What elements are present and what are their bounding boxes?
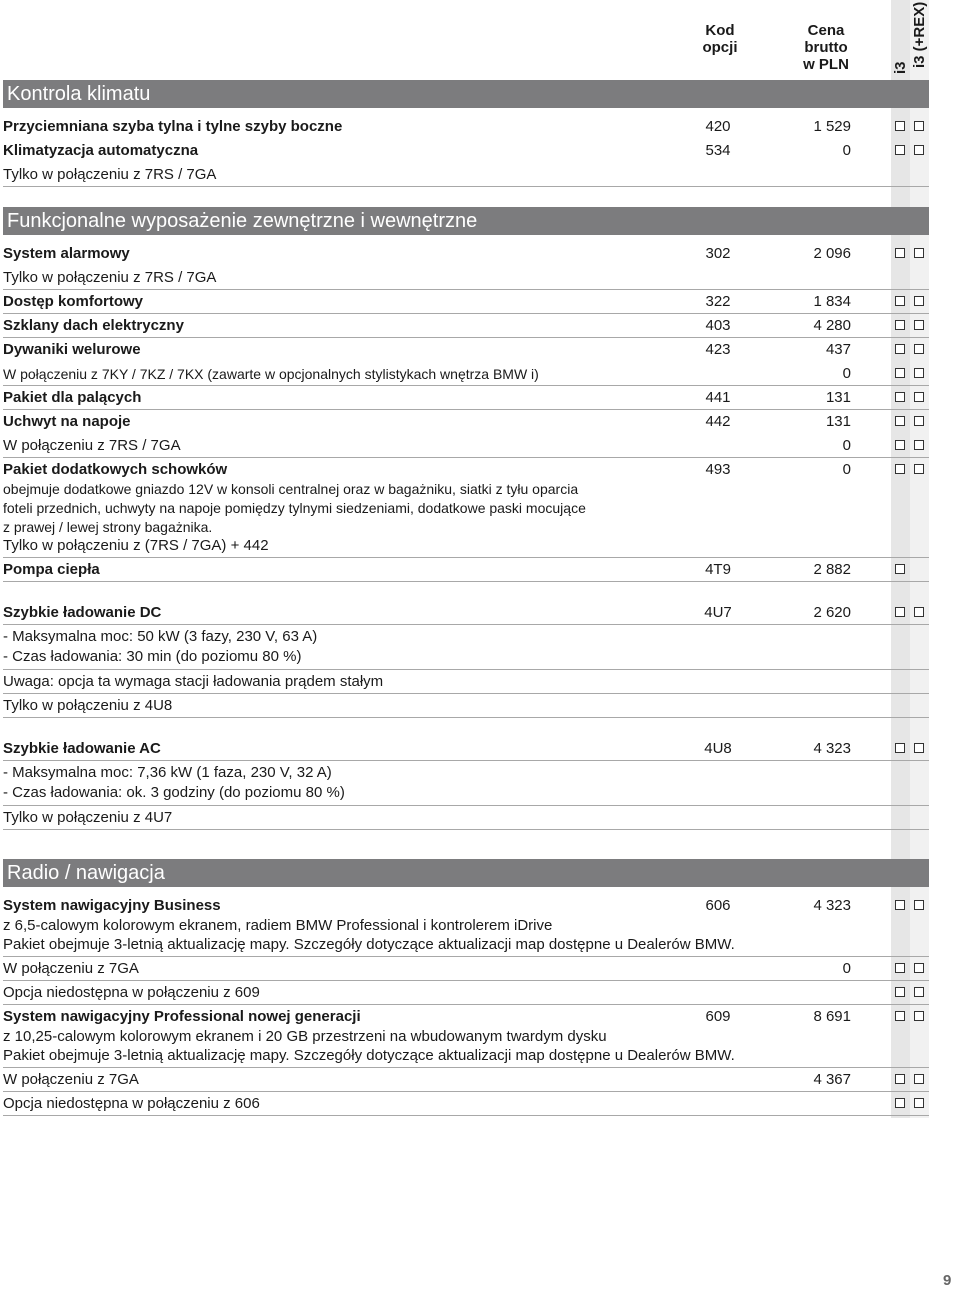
option-note: Tylko w połączeniu z 4U8 — [3, 697, 173, 714]
availability-box-i3[interactable] — [895, 564, 905, 574]
option-price: 4 323 — [813, 897, 851, 914]
table-row — [3, 163, 929, 187]
section-header: Kontrola klimatu — [3, 80, 929, 108]
option-code: 423 — [705, 341, 731, 358]
availability-box-i3-rex[interactable] — [914, 248, 924, 258]
table-row — [3, 1068, 929, 1092]
availability-box-i3[interactable] — [895, 1098, 905, 1108]
availability-box-i3[interactable] — [895, 440, 905, 450]
availability-box-i3-rex[interactable] — [914, 987, 924, 997]
table-row — [3, 338, 929, 362]
option-price: 4 367 — [813, 1071, 851, 1088]
availability-box-i3[interactable] — [895, 743, 905, 753]
availability-box-i3[interactable] — [895, 963, 905, 973]
option-code: 493 — [705, 461, 731, 478]
table-row — [3, 139, 929, 163]
availability-box-i3-rex[interactable] — [914, 1098, 924, 1108]
option-price: 0 — [842, 960, 851, 977]
table-row — [3, 515, 929, 534]
availability-box-i3-rex[interactable] — [914, 464, 924, 474]
availability-box-i3-rex[interactable] — [914, 1011, 924, 1021]
table-row — [3, 558, 929, 582]
table-row — [3, 981, 929, 1005]
option-price: 0 — [842, 142, 851, 159]
availability-box-i3-rex[interactable] — [914, 320, 924, 330]
option-code: 534 — [705, 142, 731, 159]
option-note: Tylko w połączeniu z (7RS / 7GA) + 442 — [3, 537, 269, 554]
header-model-i3-rex: i3 (+REX) — [911, 1, 928, 68]
availability-box-i3-rex[interactable] — [914, 900, 924, 910]
option-price: 0 — [842, 461, 851, 478]
option-name: Szklany dach elektryczny — [3, 317, 184, 334]
table-row — [3, 496, 929, 515]
option-price: 131 — [825, 389, 851, 406]
page-number: 9 — [943, 1272, 952, 1289]
option-name: System nawigacyjny Business — [3, 897, 221, 914]
option-code: 4U7 — [704, 604, 732, 621]
header-model-i3: i3 — [892, 61, 909, 74]
option-price: 1 834 — [813, 293, 851, 310]
availability-box-i3[interactable] — [895, 464, 905, 474]
table-row — [3, 645, 929, 670]
table-row — [3, 386, 929, 410]
option-note: Tylko w połączeniu z 4U7 — [3, 809, 173, 826]
header-price-line-1: Cena — [807, 22, 845, 39]
option-note: Uwaga: opcja ta wymaga stacji ładowania prądem stałym — [3, 673, 384, 690]
option-code: 4T9 — [705, 561, 731, 578]
availability-box-i3[interactable] — [895, 392, 905, 402]
availability-box-i3-rex[interactable] — [914, 344, 924, 354]
option-name: System nawigacyjny Professional nowej generacji — [3, 1008, 361, 1025]
option-name: Przyciemniana szyba tylna i tylne szyby boczne — [3, 118, 343, 135]
option-name: Szybkie ładowanie AC — [3, 740, 161, 757]
table-row — [3, 914, 929, 933]
table-row — [3, 314, 929, 338]
table-row — [3, 115, 929, 139]
availability-box-i3[interactable] — [895, 1074, 905, 1084]
table-row — [3, 933, 929, 957]
availability-box-i3[interactable] — [895, 607, 905, 617]
availability-box-i3[interactable] — [895, 368, 905, 378]
option-note: - Maksymalna moc: 50 kW (3 fazy, 230 V, 63 A) — [3, 628, 318, 645]
availability-box-i3-rex[interactable] — [914, 392, 924, 402]
option-name: Pakiet dodatkowych schowków — [3, 461, 228, 478]
section-header: Radio / nawigacja — [3, 859, 929, 887]
option-name: Szybkie ładowanie DC — [3, 604, 162, 621]
option-price: 437 — [825, 341, 851, 358]
option-note: Tylko w połączeniu z 7RS / 7GA — [3, 269, 217, 286]
option-note: - Maksymalna moc: 7,36 kW (1 faza, 230 V, 32 A) — [3, 764, 332, 781]
table-row — [3, 625, 929, 645]
header-code-line-2: opcji — [702, 39, 738, 56]
option-price: 4 280 — [813, 317, 851, 334]
availability-box-i3-rex[interactable] — [914, 145, 924, 155]
option-code: 420 — [705, 118, 731, 135]
table-row — [3, 266, 929, 290]
option-note: Pakiet obejmuje 3-letnią aktualizację mapy. Szczegóły dotyczące aktualizacji map dostępne u Dealerów BMW. — [3, 936, 735, 953]
table-row — [3, 601, 929, 625]
option-price: 4 323 — [813, 740, 851, 757]
option-note: W połączeniu z 7GA — [3, 1071, 139, 1088]
header-price-line-3: w PLN — [803, 56, 849, 73]
section-header: Funkcjonalne wyposażenie zewnętrzne i wewnętrzne — [3, 207, 929, 235]
table-row — [3, 761, 929, 781]
option-note: W połączeniu z 7GA — [3, 960, 139, 977]
header-code — [690, 22, 750, 56]
availability-box-i3-rex[interactable] — [914, 296, 924, 306]
table-row — [3, 1005, 929, 1025]
option-name: Dostęp komfortowy — [3, 293, 144, 310]
availability-box-i3[interactable] — [895, 1011, 905, 1021]
availability-box-i3-rex[interactable] — [914, 607, 924, 617]
option-price: 2 620 — [813, 604, 851, 621]
option-name: Pakiet dla palących — [3, 389, 142, 406]
option-note: Opcja niedostępna w połączeniu z 606 — [3, 1095, 260, 1112]
option-code: 609 — [705, 1008, 731, 1025]
option-name: System alarmowy — [3, 245, 130, 262]
availability-box-i3-rex[interactable] — [914, 440, 924, 450]
option-code: 441 — [705, 389, 731, 406]
option-note: z prawej / lewej strony bagażnika. — [3, 519, 213, 535]
option-price: 0 — [842, 437, 851, 454]
option-note: Pakiet obejmuje 3-letnią aktualizację mapy. Szczegóły dotyczące aktualizacji map dostępne u Dealerów BMW. — [3, 1047, 735, 1064]
header-code-line-1: Kod — [705, 22, 735, 39]
availability-box-i3[interactable] — [895, 145, 905, 155]
option-code: 606 — [705, 897, 731, 914]
option-name: Pompa ciepła — [3, 561, 100, 578]
availability-box-i3-rex[interactable] — [914, 743, 924, 753]
option-price: 2 096 — [813, 245, 851, 262]
option-note: Opcja niedostępna w połączeniu z 609 — [3, 984, 260, 1001]
availability-box-i3[interactable] — [895, 344, 905, 354]
table-row — [3, 670, 929, 694]
table-row — [3, 458, 929, 477]
option-note: foteli przednich, uchwyty na napoje pomiędzy tylnymi siedzeniami, dodatkowe paski mocujące — [3, 500, 586, 516]
availability-box-i3[interactable] — [895, 248, 905, 258]
table-row — [3, 477, 929, 496]
table-row — [3, 410, 929, 434]
option-price: 131 — [825, 413, 851, 430]
option-code: 322 — [705, 293, 731, 310]
option-name: Klimatyzacja automatyczna — [3, 142, 199, 159]
availability-box-i3[interactable] — [895, 987, 905, 997]
header-price — [790, 22, 862, 73]
option-note: obejmuje dodatkowe gniazdo 12V w konsoli centralnej oraz w bagażniku, siatki z tyłu oparcia — [3, 481, 579, 497]
table-row — [3, 894, 929, 914]
table-row — [3, 957, 929, 981]
availability-box-i3[interactable] — [895, 416, 905, 426]
option-note: z 10,25-calowym kolorowym ekranem i 20 GB przestrzeni na wbudowanym twardym dysku — [3, 1028, 607, 1045]
table-row — [3, 1092, 929, 1116]
table-row — [3, 242, 929, 266]
table-row — [3, 1044, 929, 1068]
option-price: 2 882 — [813, 561, 851, 578]
availability-box-i3-rex[interactable] — [914, 963, 924, 973]
option-code: 4U8 — [704, 740, 732, 757]
table-row — [3, 806, 929, 830]
option-code: 302 — [705, 245, 731, 262]
option-note: z 6,5-calowym kolorowym ekranem, radiem BMW Professional i kontrolerem iDrive — [3, 917, 553, 934]
availability-box-i3-rex[interactable] — [914, 1074, 924, 1084]
option-note: W połączeniu z 7KY / 7KZ / 7KX (zawarte w opcjonalnych stylistykach wnętrza BMW i) — [3, 366, 539, 382]
option-code: 442 — [705, 413, 731, 430]
option-name: Uchwyt na napoje — [3, 413, 131, 430]
availability-box-i3[interactable] — [895, 900, 905, 910]
table-row — [3, 1025, 929, 1044]
table-row — [3, 362, 929, 386]
option-note: - Czas ładowania: ok. 3 godziny (do poziomu 80 %) — [3, 784, 345, 801]
availability-box-i3[interactable] — [895, 320, 905, 330]
option-name: Dywaniki welurowe — [3, 341, 141, 358]
availability-box-i3-rex[interactable] — [914, 368, 924, 378]
availability-box-i3-rex[interactable] — [914, 416, 924, 426]
option-price: 0 — [842, 365, 851, 382]
option-note: - Czas ładowania: 30 min (do poziomu 80 %) — [3, 648, 302, 665]
option-code: 403 — [705, 317, 731, 334]
table-row — [3, 781, 929, 806]
option-note: Tylko w połączeniu z 7RS / 7GA — [3, 166, 217, 183]
table-row — [3, 290, 929, 314]
availability-box-i3[interactable] — [895, 296, 905, 306]
header-price-line-2: brutto — [804, 39, 848, 56]
option-note: W połączeniu z 7RS / 7GA — [3, 437, 181, 454]
availability-box-i3[interactable] — [895, 121, 905, 131]
option-price: 8 691 — [813, 1008, 851, 1025]
table-row — [3, 694, 929, 718]
table-row — [3, 434, 929, 458]
table-row — [3, 737, 929, 761]
table-row — [3, 534, 929, 558]
option-price: 1 529 — [813, 118, 851, 135]
availability-box-i3-rex[interactable] — [914, 121, 924, 131]
